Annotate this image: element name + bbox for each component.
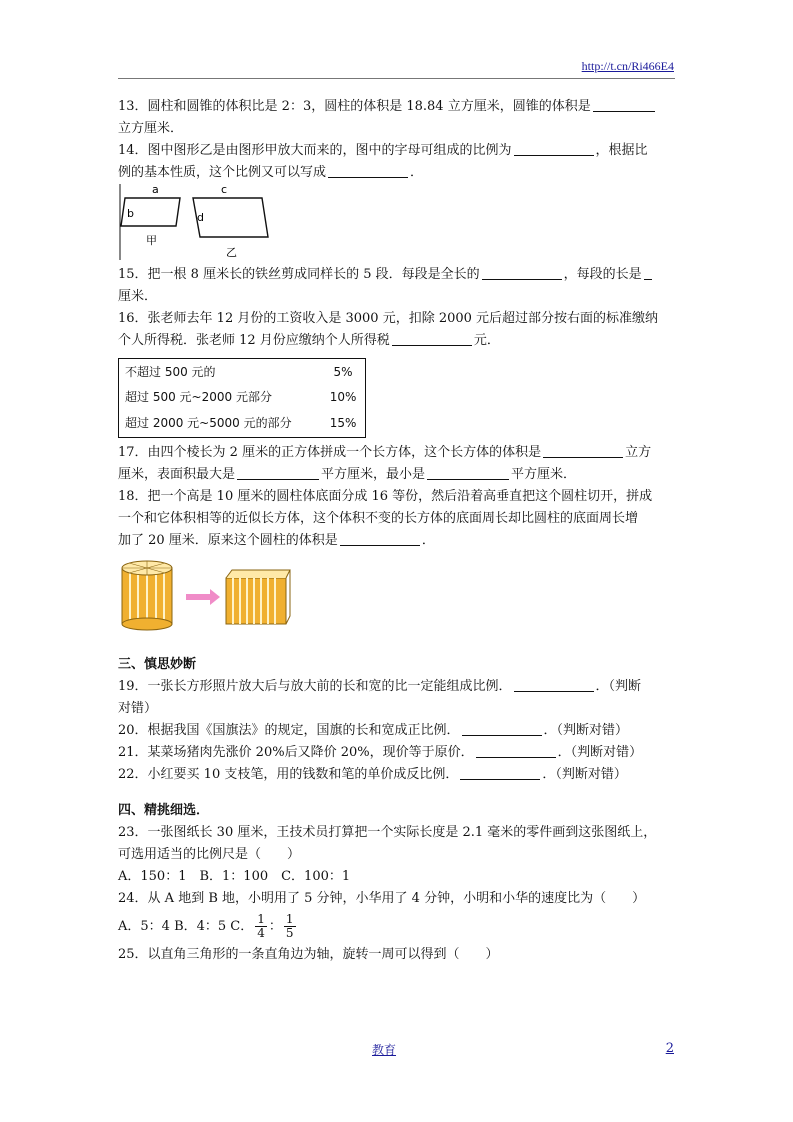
question-14-end: ． <box>410 165 424 180</box>
answer-blank <box>340 531 420 546</box>
question-24-options-text: A．5：4 B．4：5 C． <box>118 919 254 934</box>
cylinder-bottom <box>122 618 172 630</box>
label-yi: 乙 <box>226 246 237 259</box>
question-23-options: A．150：1 B．1：100 C．100：1 <box>118 869 351 884</box>
question-14-text-3: 例的基本性质，这个比例又可以写成 <box>118 165 327 180</box>
fraction-one-quarter <box>255 913 267 940</box>
answer-blank <box>482 265 562 280</box>
label-b: b <box>127 207 134 220</box>
answer-blank <box>476 743 556 758</box>
figure-parallelograms <box>118 184 675 264</box>
answer-blank <box>543 443 623 458</box>
question-15-unit: 厘米． <box>118 289 158 304</box>
question-14-text: 14．图中图形乙是由图形甲放大而来的，图中的字母可组成的比例为 <box>118 143 512 158</box>
question-13 <box>118 96 675 140</box>
tax-rate: 10% <box>329 390 357 405</box>
page-number: 2 <box>665 1041 674 1056</box>
question-22-text-2: ．（判断对错） <box>542 767 627 782</box>
header-link[interactable]: http://t.cn/Ri466E4 <box>581 59 674 73</box>
numerator: 1 <box>285 912 294 926</box>
question-19-text-2: ．（判断 <box>595 679 642 694</box>
parallelogram-figure <box>118 184 278 264</box>
question-13-unit: 立方厘米． <box>118 121 184 136</box>
question-17-unit: 立方 <box>625 445 652 460</box>
label-jia: 甲 <box>146 234 157 247</box>
prism-stripes <box>233 578 275 624</box>
answer-blank <box>328 163 408 178</box>
header-rule <box>118 78 675 79</box>
question-17 <box>118 442 675 486</box>
question-21 <box>118 742 675 764</box>
table-row <box>119 385 366 411</box>
question-14-text-2: ，根据比 <box>595 143 648 158</box>
question-17-text-3: 平方厘米，最小是 <box>321 467 426 482</box>
section-4-heading: 四、精挑细选． <box>118 803 210 818</box>
question-21-text: 21．某菜场猪肉先涨价 20%后又降价 20%，现价等于原价． <box>118 745 474 760</box>
question-18-text-3: 加了 20 厘米．原来这个圆柱的体积是 <box>118 533 338 548</box>
tax-rate-table <box>118 358 366 438</box>
tax-rate: 5% <box>333 364 353 379</box>
question-17-text-2: 厘米，表面积最大是 <box>118 467 236 482</box>
question-22-text: 22．小红要买 10 支枝笔，用的钱数和笔的单价成反比例． <box>118 767 459 782</box>
question-13-text: 13．圆柱和圆锥的体积比是 2：3，圆柱的体积是 18.84 立方厘米，圆锥的体积是 <box>118 99 591 114</box>
question-16-unit: 元． <box>473 333 500 348</box>
figure-cylinder <box>118 558 675 640</box>
question-23 <box>118 822 675 888</box>
label-a: a <box>152 184 159 196</box>
content <box>118 96 675 966</box>
answer-blank <box>427 465 509 480</box>
tax-range: 超过 500 元~2000 元部分 <box>125 390 272 405</box>
question-15-text-2: ，每段的长是 <box>563 267 642 282</box>
question-19-text: 19．一张长方形照片放大后与放大前的长和宽的比一定能组成比例． <box>118 679 512 694</box>
label-c: c <box>221 184 228 196</box>
denominator: 4 <box>257 926 265 940</box>
cylinder-sectors <box>122 561 172 575</box>
rectangular-prism <box>226 578 286 624</box>
shape-yi <box>193 198 268 237</box>
question-24-text: 24．从 A 地到 B 地，小明用了 5 分钟，小华用了 4 分钟，小明和小华的速度比为（ ） <box>118 891 646 906</box>
denominator: 5 <box>285 926 294 940</box>
question-20-text: 20．根据我国《国旗法》的规定，国旗的长和宽成正比例． <box>118 723 460 738</box>
tax-range: 超过 2000 元~5000 元的部分 <box>125 416 292 431</box>
tax-rate: 15% <box>329 416 357 431</box>
footer-link[interactable]: 教育 <box>372 1043 397 1057</box>
answer-blank <box>593 97 655 112</box>
question-18-end: ． <box>421 533 435 548</box>
question-19-text-3: 对错） <box>118 701 158 716</box>
question-24-options <box>118 910 675 944</box>
question-16 <box>118 308 675 352</box>
arrow-icon <box>186 589 220 605</box>
answer-blank <box>237 465 319 480</box>
answer-blank <box>514 677 594 692</box>
question-17-text-4: 平方厘米． <box>511 467 577 482</box>
answer-blank <box>514 141 594 156</box>
question-17-text: 17．由四个棱长为 2 厘米的正方体拼成一个长方体，这个长方体的体积是 <box>118 445 542 460</box>
question-16-text-2: 个人所得税．张老师 12 月份应缴纳个人所得税 <box>118 333 390 348</box>
fraction-one-fifth <box>284 913 296 940</box>
question-18 <box>118 486 675 552</box>
answer-blank <box>392 331 472 346</box>
question-19 <box>118 676 675 720</box>
ratio-separator: ： <box>268 919 282 934</box>
table-row <box>119 411 366 438</box>
cylinder-figure <box>118 558 298 634</box>
prism-side <box>286 570 290 624</box>
question-23-text: 23．一张图纸长 30 厘米，王技术员打算把一个实际长度是 2.1 毫米的零件画到这张图纸上， <box>118 825 657 840</box>
question-18-text-2: 一个和它体积相等的近似长方体，这个体积不变的长方体的底面周长却比圆柱的底面周长增 <box>118 511 639 526</box>
section-3-heading: 三、慎思妙断 <box>118 657 197 672</box>
question-14 <box>118 140 675 184</box>
numerator: 1 <box>257 912 265 926</box>
question-15 <box>118 264 675 308</box>
question-20-text-2: ．（判断对错） <box>543 723 629 738</box>
question-24 <box>118 888 675 910</box>
question-15-text: 15．把一根 8 厘米长的铁丝剪成同样长的 5 段．每段是全长的 <box>118 267 480 282</box>
question-16-text: 16．张老师去年 12 月份的工资收入是 3000 元，扣除 2000 元后超过部分按右面的标准缴纳 <box>118 311 659 326</box>
question-21-text-2: ．（判断对错） <box>557 745 643 760</box>
question-25-text: 25．以直角三角形的一条直角边为轴，旋转一周可以得到（ ） <box>118 947 499 962</box>
answer-blank <box>460 765 540 780</box>
question-25 <box>118 944 675 966</box>
answer-blank <box>644 265 652 280</box>
question-20 <box>118 720 675 742</box>
label-d: d <box>197 211 204 224</box>
prism-top <box>226 570 290 578</box>
question-22 <box>118 764 675 786</box>
table-row <box>119 359 366 386</box>
question-18-text: 18．把一个高是 10 厘米的圆柱体底面分成 16 等份，然后沿着高垂直把这个圆柱切开，拼成 <box>118 489 653 504</box>
answer-blank <box>462 721 542 736</box>
question-23-text-2: 可选用适当的比例尺是（ ） <box>118 847 301 862</box>
tax-range: 不超过 500 元的 <box>125 364 216 379</box>
